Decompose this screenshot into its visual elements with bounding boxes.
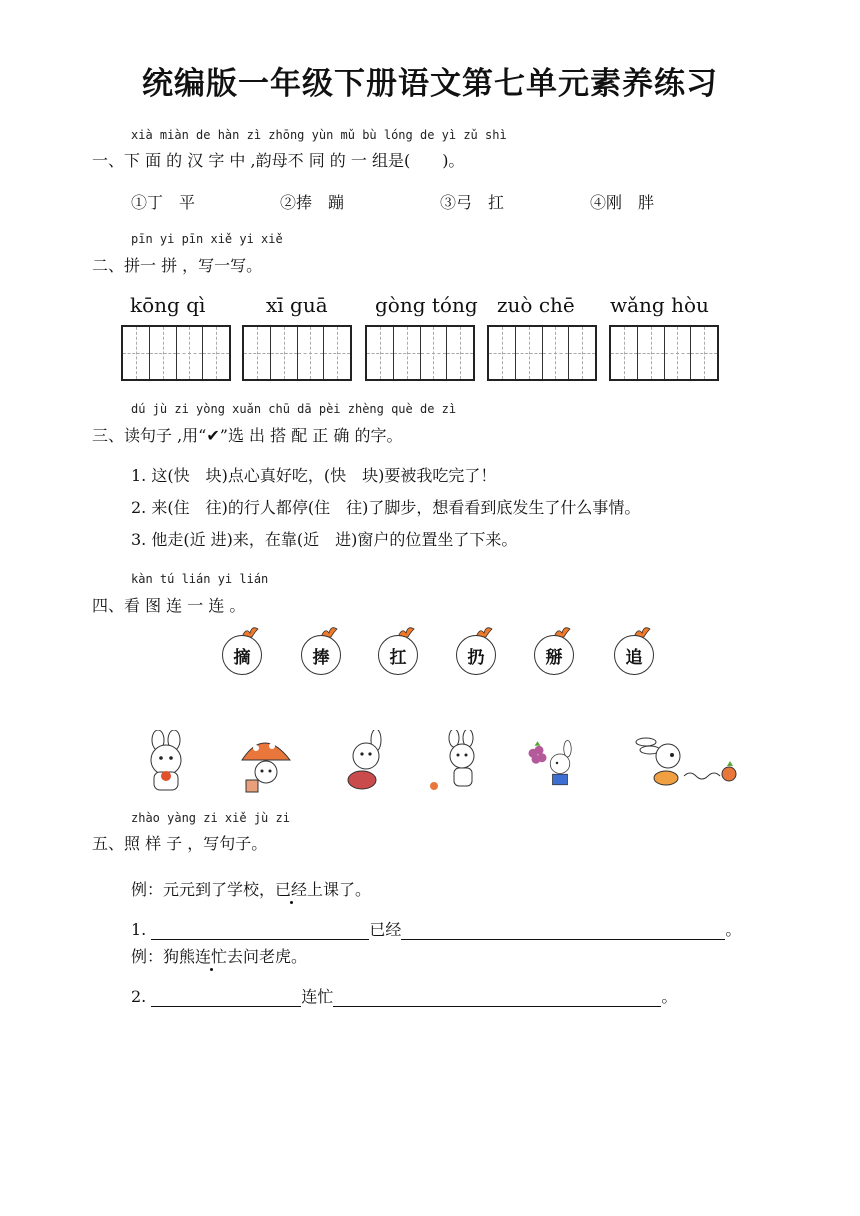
carrot-char-2[interactable] — [297, 625, 345, 677]
item-1-number: 1. — [131, 920, 147, 939]
q5-item-2 — [131, 984, 677, 1007]
q2-heading: 二、拼一 拼 ，写一写。 — [92, 256, 263, 275]
example-1-key: 已经 — [275, 880, 308, 899]
carrot-char-6[interactable] — [610, 625, 658, 677]
item-2-blank-b[interactable] — [333, 988, 661, 1007]
q5-heading: 五、照 样 子 ，写句子。 — [92, 834, 268, 853]
carrot-char-label: 掰 — [534, 635, 574, 675]
q3-item-1: 1. 这(快 块)点心真好吃，(快 块)要被我吃完了！ — [131, 466, 497, 485]
carrot-char-5[interactable] — [530, 625, 578, 677]
item-2-keyword: 连忙 — [301, 987, 334, 1006]
example-1-pre: 例：元元到了学校， — [131, 880, 276, 899]
writing-grid-2[interactable] — [242, 325, 352, 381]
item-1-keyword: 已经 — [369, 920, 402, 939]
q2-word-5: wǎng hòu — [610, 293, 709, 317]
q1-option-2: ②捧 蹦 — [280, 193, 345, 212]
item-1-blank-a[interactable] — [151, 921, 369, 940]
writing-grid-5[interactable] — [609, 325, 719, 381]
item-1-period: 。 — [725, 920, 742, 939]
q4-heading: 四、看 图 连 一 连 。 — [92, 596, 246, 615]
item-2-number: 2. — [131, 987, 147, 1006]
item-1-blank-b[interactable] — [401, 921, 725, 940]
q2-word-1: kōng qì — [130, 293, 206, 317]
q2-word-2: xī guā — [266, 293, 328, 317]
q5-example-1 — [131, 877, 371, 900]
example-2-key: 连忙 — [195, 947, 228, 966]
q1-option-1: ①丁 平 — [131, 193, 196, 212]
q5-item-1 — [131, 917, 741, 940]
bunny-throwing-picture[interactable] — [424, 730, 484, 796]
q5-pinyin: zhào yàng zi xiě jù zi — [131, 811, 290, 825]
bunny-breaking-corn-picture[interactable] — [524, 730, 584, 796]
example-2-post: 去问老虎。 — [227, 947, 308, 966]
writing-grid-4[interactable] — [487, 325, 597, 381]
item-2-blank-a[interactable] — [151, 988, 301, 1007]
q2-word-3: gòng tóng — [375, 293, 478, 317]
q2-pinyin: pīn yi pīn xiě yi xiě — [131, 232, 283, 246]
carrot-char-label: 扛 — [378, 635, 418, 675]
q1-heading: 一、下 面 的 汉 字 中 ,韵母不 同 的 一 组是( )。 — [92, 151, 465, 170]
example-2-pre: 例：狗熊 — [131, 947, 196, 966]
writing-grid-1[interactable] — [121, 325, 231, 381]
bunny-holding-mushroom-picture[interactable] — [234, 730, 294, 796]
q3-heading: 三、读句子 ,用“✔”选 出 搭 配 正 确 的字。 — [92, 426, 403, 445]
q4-pinyin: kàn tú lián yi lián — [131, 572, 269, 586]
carrot-char-label: 捧 — [301, 635, 341, 675]
bunny-chasing-picture[interactable] — [632, 730, 742, 796]
q1-pinyin: xià miàn de hàn zì zhōng yùn mǔ bù lóng de yì zǔ shì — [131, 128, 507, 142]
item-2-period: 。 — [661, 987, 678, 1006]
bunny-picking-picture[interactable] — [136, 730, 196, 796]
carrot-char-label: 摘 — [222, 635, 262, 675]
writing-grid-3[interactable] — [365, 325, 475, 381]
page-title: 统编版一年级下册语文第七单元素养练习 — [142, 66, 718, 102]
carrot-char-label: 追 — [614, 635, 654, 675]
example-1-post: 上课了。 — [307, 880, 372, 899]
q3-item-3: 3. 他走(近 进)来，在靠(近 进)窗户的位置坐了下来。 — [131, 530, 518, 549]
carrot-char-4[interactable] — [452, 625, 500, 677]
carrot-char-label: 扔 — [456, 635, 496, 675]
q3-item-2: 2. 来(住 往)的行人都停(住 往)了脚步，想看看到底发生了什么事情。 — [131, 498, 641, 517]
bunny-carrying-picture[interactable] — [336, 730, 396, 796]
carrot-char-3[interactable] — [374, 625, 422, 677]
q5-example-2 — [131, 944, 307, 967]
carrot-char-1[interactable] — [218, 625, 266, 677]
q2-word-4: zuò chē — [497, 293, 575, 317]
q1-option-3: ③弓 扛 — [440, 193, 505, 212]
q3-pinyin: dú jù zi yòng xuǎn chū dā pèi zhèng què de zì — [131, 402, 457, 416]
q1-option-4: ④刚 胖 — [590, 193, 655, 212]
